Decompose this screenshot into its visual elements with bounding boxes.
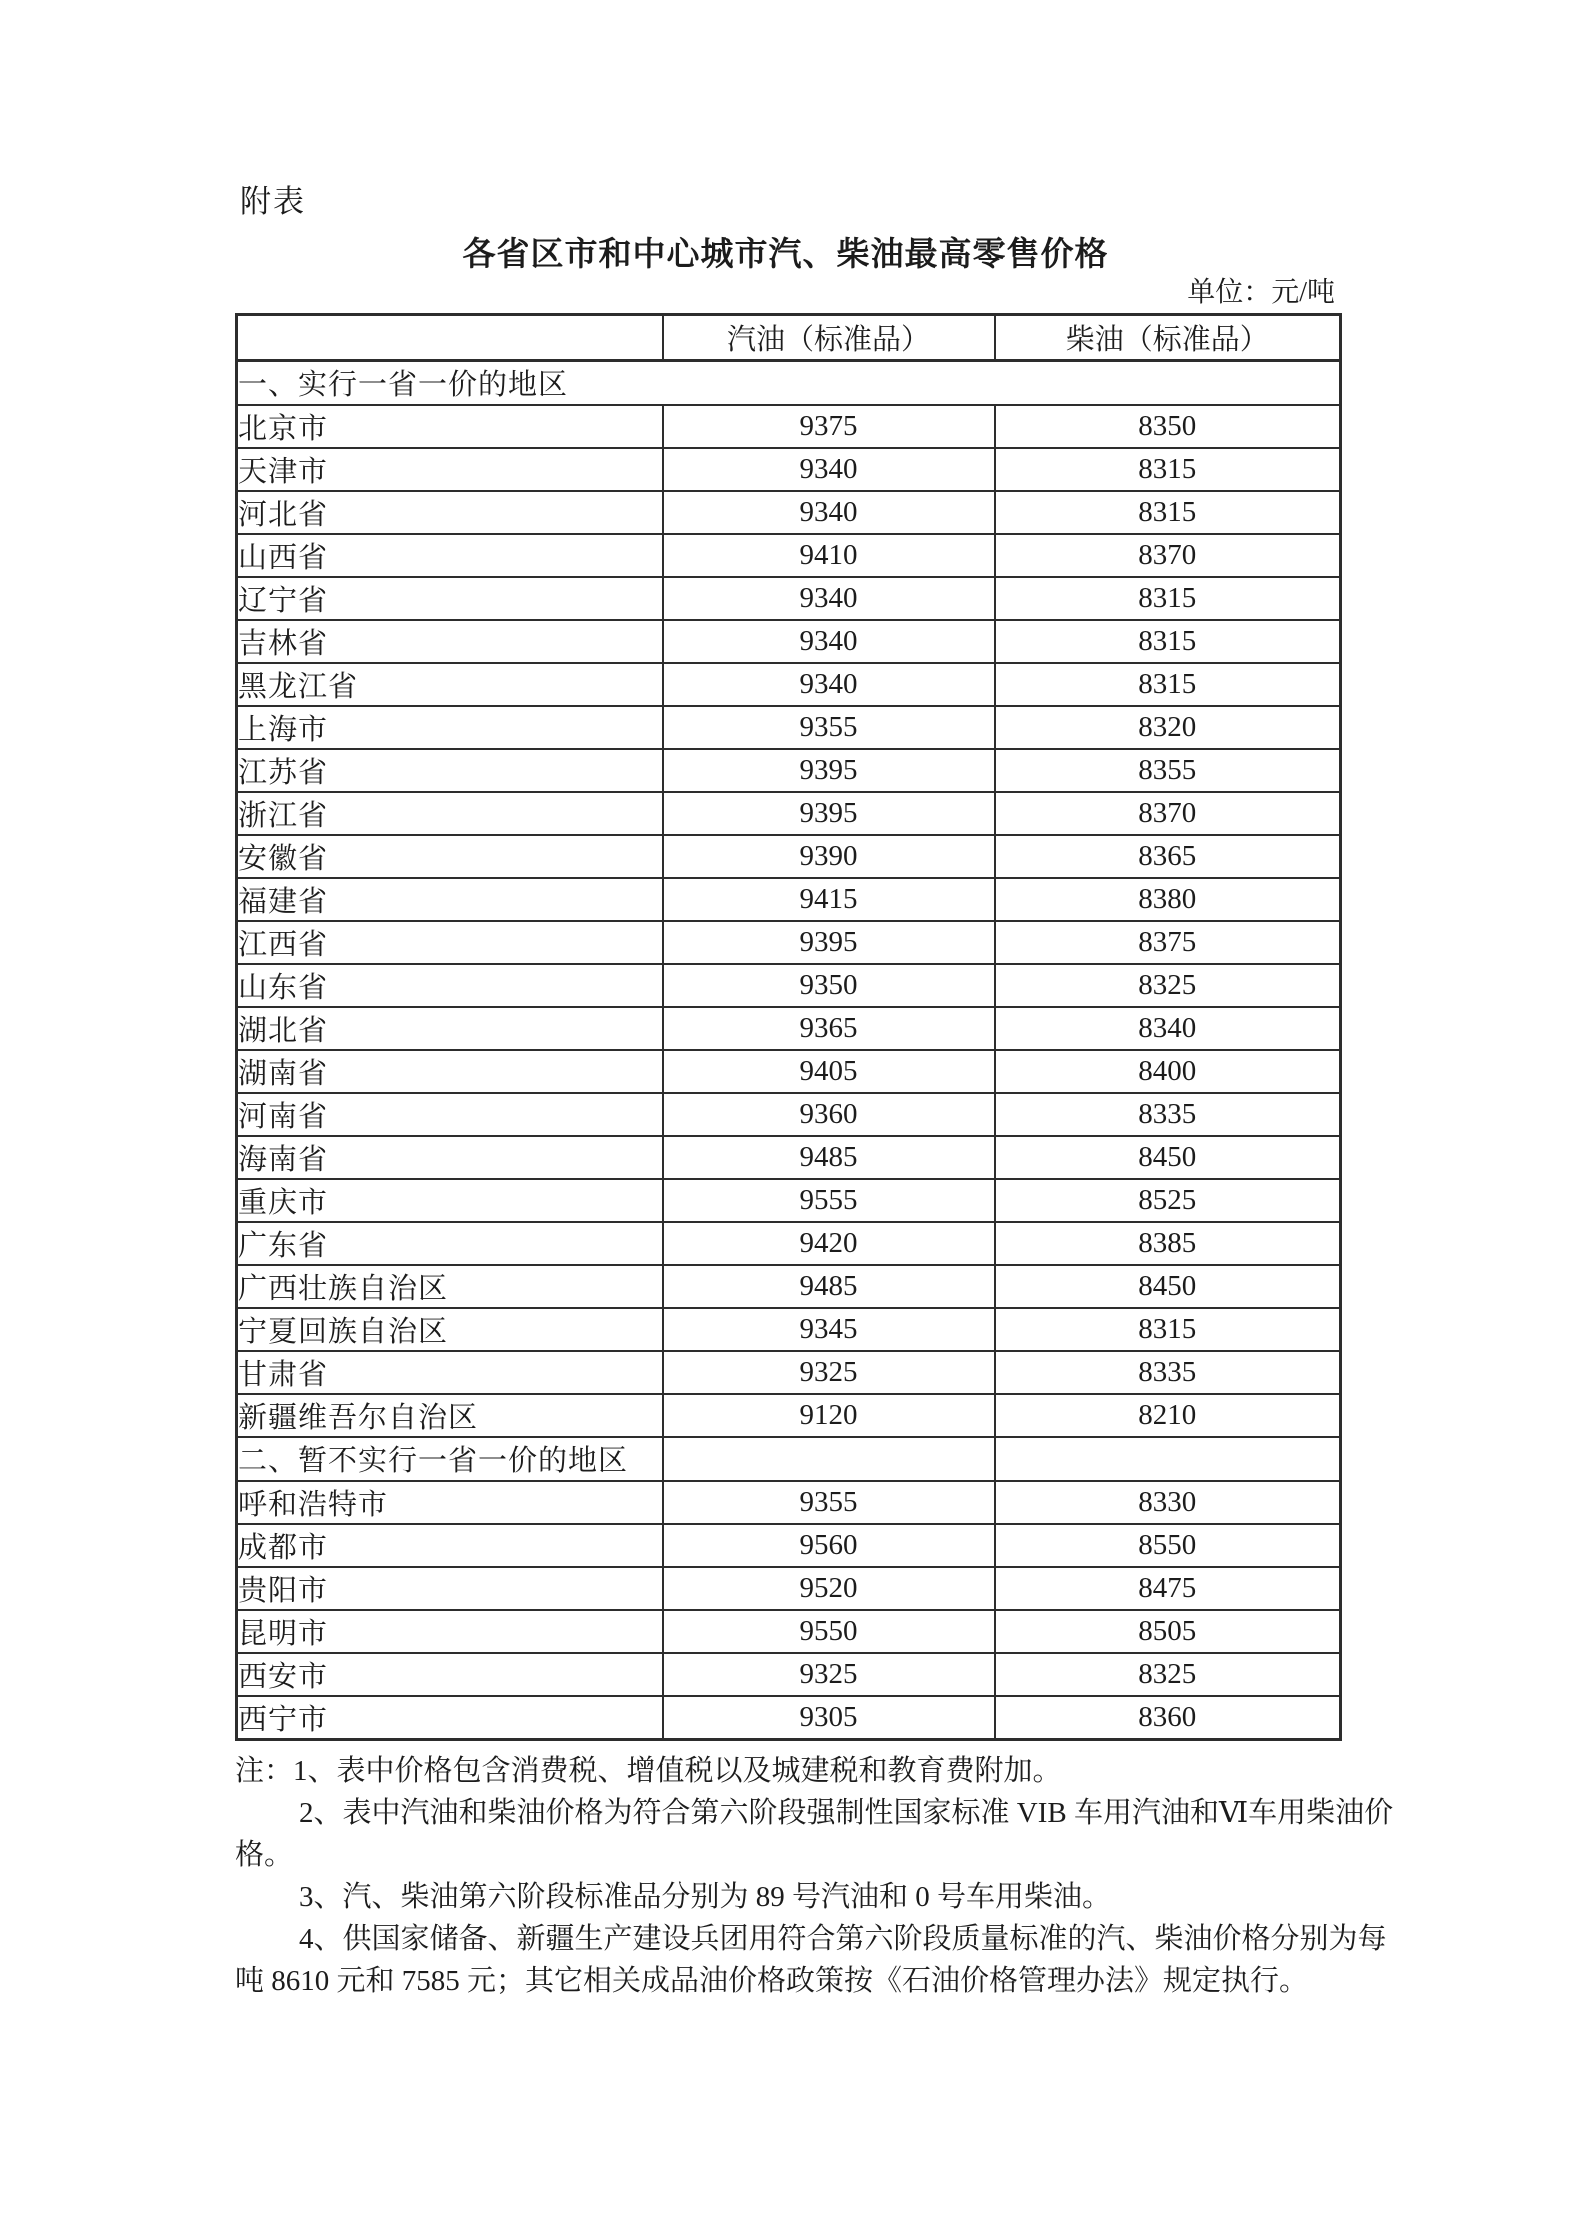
table-row [237, 1265, 1341, 1308]
region-name: 安徽省 [237, 835, 663, 878]
diesel-price: 8400 [995, 1050, 1341, 1093]
table-header-row [237, 315, 1341, 361]
gasoline-price: 9360 [663, 1093, 995, 1136]
gasoline-price: 9350 [663, 964, 995, 1007]
header-gasoline-cell: 汽油（标准品） [663, 315, 995, 361]
section-header-row [237, 361, 1341, 405]
table-row [237, 792, 1341, 835]
table-row [237, 405, 1341, 448]
note-line: 4、供国家储备、新疆生产建设兵团用符合第六阶段质量标准的汽、柴油价格分别为每 [299, 1923, 1387, 1955]
region-name: 江苏省 [237, 749, 663, 792]
region-name: 成都市 [237, 1524, 663, 1567]
region-name: 广西壮族自治区 [237, 1265, 663, 1308]
section-label: 一、实行一省一价的地区 [237, 361, 1341, 405]
region-name: 呼和浩特市 [237, 1481, 663, 1524]
region-name: 西宁市 [237, 1696, 663, 1740]
diesel-price: 8335 [995, 1093, 1341, 1136]
diesel-price: 8370 [995, 792, 1341, 835]
table-row [237, 1394, 1341, 1437]
header-region-cell [237, 315, 663, 361]
price-table [235, 313, 1342, 1741]
table-row [237, 448, 1341, 491]
empty-cell [995, 1437, 1341, 1481]
region-name: 黑龙江省 [237, 663, 663, 706]
diesel-price: 8340 [995, 1007, 1341, 1050]
gasoline-price: 9485 [663, 1136, 995, 1179]
region-name: 河北省 [237, 491, 663, 534]
table-row [237, 878, 1341, 921]
region-name: 重庆市 [237, 1179, 663, 1222]
table-row [237, 1653, 1341, 1696]
page-title: 各省区市和中心城市汽、柴油最高零售价格 [462, 235, 1109, 272]
region-name: 海南省 [237, 1136, 663, 1179]
region-name: 福建省 [237, 878, 663, 921]
diesel-price: 8370 [995, 534, 1341, 577]
table-row [237, 620, 1341, 663]
gasoline-price: 9345 [663, 1308, 995, 1351]
gasoline-price: 9560 [663, 1524, 995, 1567]
gasoline-price: 9410 [663, 534, 995, 577]
diesel-price: 8505 [995, 1610, 1341, 1653]
gasoline-price: 9365 [663, 1007, 995, 1050]
section-label: 二、暂不实行一省一价的地区 [237, 1437, 663, 1481]
gasoline-price: 9390 [663, 835, 995, 878]
table-row [237, 964, 1341, 1007]
diesel-price: 8320 [995, 706, 1341, 749]
region-name: 贵阳市 [237, 1567, 663, 1610]
note-line: 吨 8610 元和 7585 元；其它相关成品油价格政策按《石油价格管理办法》规定执行。 [235, 1965, 1309, 1997]
notes-section [235, 1750, 1394, 2002]
diesel-price: 8315 [995, 663, 1341, 706]
diesel-price: 8315 [995, 448, 1341, 491]
diesel-price: 8450 [995, 1265, 1341, 1308]
table-row [237, 534, 1341, 577]
unit-label: 单位：元/吨 [1187, 277, 1335, 308]
diesel-price: 8355 [995, 749, 1341, 792]
note-line: 注：1、表中价格包含消费税、增值税以及城建税和教育费附加。 [235, 1755, 1062, 1787]
gasoline-price: 9355 [663, 706, 995, 749]
table-row [237, 706, 1341, 749]
table-row [237, 1007, 1341, 1050]
diesel-price: 8525 [995, 1179, 1341, 1222]
gasoline-price: 9420 [663, 1222, 995, 1265]
region-name: 天津市 [237, 448, 663, 491]
diesel-price: 8315 [995, 1308, 1341, 1351]
diesel-price: 8325 [995, 964, 1341, 1007]
region-name: 北京市 [237, 405, 663, 448]
region-name: 辽宁省 [237, 577, 663, 620]
diesel-price: 8325 [995, 1653, 1341, 1696]
diesel-price: 8475 [995, 1567, 1341, 1610]
gasoline-price: 9355 [663, 1481, 995, 1524]
gasoline-price: 9340 [663, 491, 995, 534]
section-header-row [237, 1437, 1341, 1481]
diesel-price: 8550 [995, 1524, 1341, 1567]
region-name: 浙江省 [237, 792, 663, 835]
region-name: 新疆维吾尔自治区 [237, 1394, 663, 1437]
table-row [237, 749, 1341, 792]
gasoline-price: 9340 [663, 620, 995, 663]
table-row [237, 1179, 1341, 1222]
gasoline-price: 9305 [663, 1696, 995, 1740]
diesel-price: 8385 [995, 1222, 1341, 1265]
gasoline-price: 9375 [663, 405, 995, 448]
diesel-price: 8330 [995, 1481, 1341, 1524]
region-name: 湖北省 [237, 1007, 663, 1050]
diesel-price: 8450 [995, 1136, 1341, 1179]
table-row [237, 1610, 1341, 1653]
table-row [237, 1696, 1341, 1740]
attachment-label: 附表 [240, 184, 306, 219]
region-name: 吉林省 [237, 620, 663, 663]
table-row [237, 663, 1341, 706]
diesel-price: 8315 [995, 491, 1341, 534]
diesel-price: 8365 [995, 835, 1341, 878]
gasoline-price: 9325 [663, 1351, 995, 1394]
table-row [237, 1050, 1341, 1093]
table-row [237, 1308, 1341, 1351]
diesel-price: 8335 [995, 1351, 1341, 1394]
region-name: 江西省 [237, 921, 663, 964]
table-row [237, 1567, 1341, 1610]
note-line: 格。 [235, 1839, 294, 1871]
region-name: 广东省 [237, 1222, 663, 1265]
region-name: 山西省 [237, 534, 663, 577]
note-line: 3、汽、柴油第六阶段标准品分别为 89 号汽油和 0 号车用柴油。 [299, 1881, 1112, 1913]
table-row [237, 491, 1341, 534]
table-row [237, 1524, 1341, 1567]
note-line: 2、表中汽油和柴油价格为符合第六阶段强制性国家标准 VIB 车用汽油和Ⅵ车用柴油价 [299, 1797, 1394, 1829]
gasoline-price: 9120 [663, 1394, 995, 1437]
region-name: 西安市 [237, 1653, 663, 1696]
gasoline-price: 9340 [663, 577, 995, 620]
table-row [237, 1351, 1341, 1394]
region-name: 宁夏回族自治区 [237, 1308, 663, 1351]
gasoline-price: 9555 [663, 1179, 995, 1222]
gasoline-price: 9485 [663, 1265, 995, 1308]
region-name: 上海市 [237, 706, 663, 749]
gasoline-price: 9395 [663, 792, 995, 835]
diesel-price: 8360 [995, 1696, 1341, 1740]
gasoline-price: 9340 [663, 448, 995, 491]
gasoline-price: 9395 [663, 921, 995, 964]
region-name: 湖南省 [237, 1050, 663, 1093]
table-row [237, 1222, 1341, 1265]
diesel-price: 8315 [995, 577, 1341, 620]
region-name: 山东省 [237, 964, 663, 1007]
gasoline-price: 9325 [663, 1653, 995, 1696]
diesel-price: 8210 [995, 1394, 1341, 1437]
region-name: 河南省 [237, 1093, 663, 1136]
table-row [237, 1481, 1341, 1524]
gasoline-price: 9395 [663, 749, 995, 792]
table-row [237, 577, 1341, 620]
gasoline-price: 9415 [663, 878, 995, 921]
table-row [237, 835, 1341, 878]
header-diesel-cell: 柴油（标准品） [995, 315, 1341, 361]
diesel-price: 8315 [995, 620, 1341, 663]
gasoline-price: 9340 [663, 663, 995, 706]
empty-cell [663, 1437, 995, 1481]
diesel-price: 8375 [995, 921, 1341, 964]
gasoline-price: 9550 [663, 1610, 995, 1653]
gasoline-price: 9405 [663, 1050, 995, 1093]
diesel-price: 8350 [995, 405, 1341, 448]
table-row [237, 1093, 1341, 1136]
diesel-price: 8380 [995, 878, 1341, 921]
region-name: 昆明市 [237, 1610, 663, 1653]
region-name: 甘肃省 [237, 1351, 663, 1394]
table-row [237, 921, 1341, 964]
table-row [237, 1136, 1341, 1179]
gasoline-price: 9520 [663, 1567, 995, 1610]
